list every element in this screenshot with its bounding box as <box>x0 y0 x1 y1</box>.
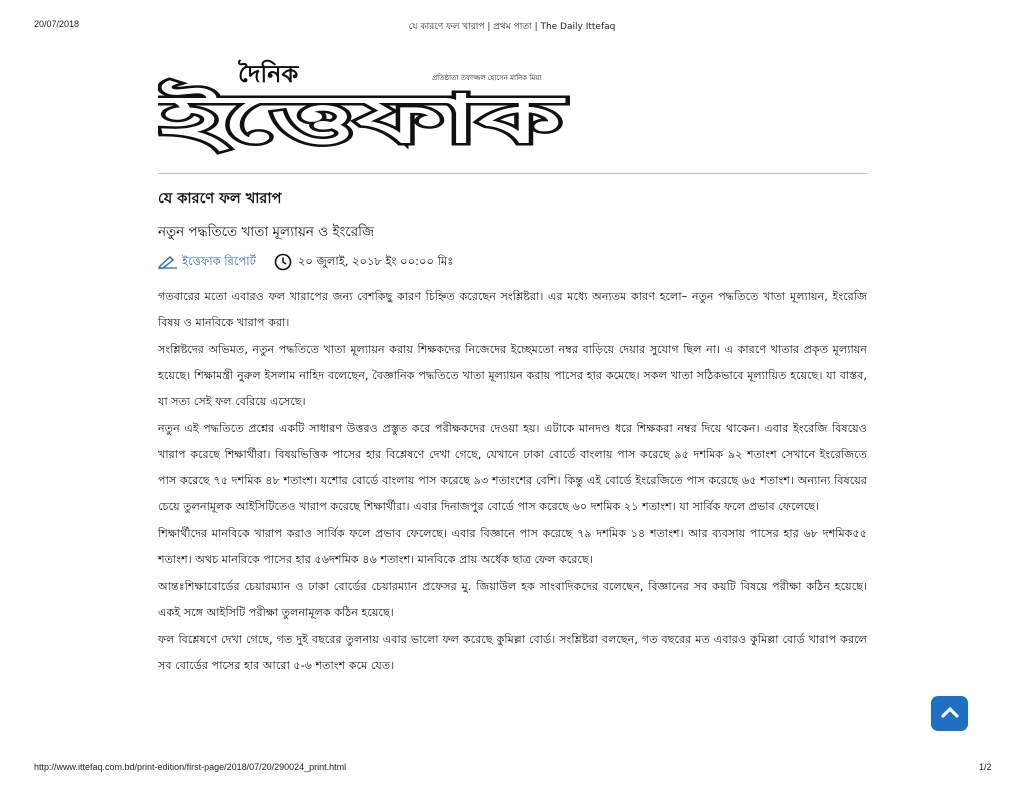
pen-icon <box>158 255 178 269</box>
print-date: 20/07/2018 <box>34 19 80 29</box>
author-name[interactable]: ইত্তেফাক রিপোর্ট <box>182 253 256 268</box>
print-page-number: 1/2 <box>979 762 992 772</box>
article-paragraph: গতবারের মতো এবারও ফল খারাপের জন্য বেশকিছু কারণ চিহ্নিত করেছেন সংশ্লিষ্টরা। এর মধ্যে অন্যতম কারণ হলো– নতুন পদ্ধতিতে খাতা মূল্যায়ন, ইংরেজি বিষয় ও মানবিকে খারাপ করা। <box>158 290 867 329</box>
article-paragraph: নতুন এই পদ্ধতিতে প্রশ্নের একটি সাধারণ উত্তরও প্রস্তুত করে পরীক্ষকদের দেওয়া হয়। এটাকে মানদণ্ড ধরে শিক্ষকরা নম্বর দিয়ে থাকেন। এবার ইংরেজি বিষয়েও খারাপ করেছে শিক্ষার্থীরা। বিষয়ভিত্তিক পাসের হার বিশ্লেষণে দেখা গেছে, যেখানে ঢাকা বোর্ডে বাংলায় পাস করেছে ৯৫ দশমিক ৯২ শতাংশ সেখানে ইংরেজিতে পাস করেছে ৭৫ দশমিক ৪৮ শতাংশ। যশোর বোর্ডে বাংলায় পাস করেছে ৯৩ শতাংশের বেশি। কিন্তু এই বোর্ডে ইংরেজিতে পাস করেছে ৬৫ শতাংশ। অন্যান্য বিষয়ের চেয়ে তুলনামূলক আইসিটিতেও খারাপ করেছে শিক্ষার্থীরা। এবার দিনাজপুর বোর্ডে পাস করেছে ৬০ দশমিক ২১ শতাংশ। যা সার্বিক ফলে প্রভাব ফেলেছে। <box>158 422 867 513</box>
article-paragraph: শিক্ষার্থীদের মানবিকে খারাপ করাও সার্বিক ফলে প্রভাব ফেলেছে। এবার বিজ্ঞানে পাস করেছে ৭৯ দশমিক ১৪ শতাংশ। আর ব্যবসায় পাসের হার ৬৮ দশমিক৫৫ শতাংশ। অথচ মানবিকে পাসের হার ৫৬দশমিক ৪৬ শতাংশ। মানবিকে প্রায় অর্ধেক ছাত্র ফেল করেছে। <box>158 527 867 566</box>
article-paragraph: আন্তঃশিক্ষাবোর্ডের চেয়ারম্যান ও ঢাকা বোর্ডের চেয়ারম্যান প্রফেসর মু. জিয়াউল হক সাংবাদিকদের বলেছেন, বিজ্ঞানের সব কয়টি বিষয়ে পরীক্ষা কঠিন হয়েছে। একই সঙ্গে আইসিটি পরীক্ষা তুলনামূলক কঠিন হয়েছে। <box>158 580 867 619</box>
logo-big-word: ইত্তেফাক <box>160 81 382 156</box>
scroll-to-top-button[interactable] <box>931 696 968 731</box>
author-link[interactable] <box>158 253 256 272</box>
chevron-up-icon <box>940 704 960 723</box>
article-subheadline: নতুন পদ্ধতিতে খাতা মূল্যায়ন ও ইংরেজি <box>158 224 375 240</box>
article-headline: যে কারণে ফল খারাপ <box>158 191 282 207</box>
clock-icon <box>274 253 292 271</box>
print-url: http://www.ittefaq.com.bd/print-edition/first-page/2018/07/20/290024_print.html <box>34 762 347 772</box>
header-divider <box>158 173 867 174</box>
logo-tagline: প্রতিষ্ঠাতা তফাজ্জল হোসেন মানিক মিয়া <box>432 74 542 82</box>
article <box>158 188 867 680</box>
print-page-title: যে কারণে ফল খারাপ | প্রথম পাতা | The Daily Ittefaq <box>408 22 616 32</box>
logo-small-word: দৈনিক <box>238 60 299 88</box>
article-paragraph: সংশ্লিষ্টদের অভিমত, নতুন পদ্ধতিতে খাতা মূল্যায়ন করায় শিক্ষকদের নিজেদের ইচ্ছেমতো নম্বর বাড়িয়ে দেয়ার সুযোগ ছিল না। এ কারণে খাতার প্রকৃত মূল্যায়ন হয়েছে। শিক্ষামন্ত্রী নুরুল ইসলাম নাহিদ বলেছেন, বৈজ্ঞানিক পদ্ধতিতে খাতা মূল্যায়ন করায় পাসের হার কমেছে। সকল খাতা সঠিকভাবে মূল্যায়িত হয়েছে। যা বাস্তব, যা সত্য সেই ফল বেরিয়ে এসেছে। <box>158 343 867 408</box>
byline <box>158 252 867 272</box>
publish-date: ২০ জুলাই, ২০১৮ ইং ০০:০০ মিঃ <box>297 253 454 268</box>
article-paragraph: ফল বিশ্লেষণে দেখা গেছে, গত দুই বছরের তুলনায় এবার ভালো ফল করেছে কুমিল্লা বোর্ড। সংশ্লিষ্টরা বলছেন, গত বছরের মত এবারও কুমিল্লা বোর্ড খারাপ করলে সব বোর্ডের পাসের হার আরো ৫-৬ শতাংশ কমে যেত। <box>158 633 867 672</box>
